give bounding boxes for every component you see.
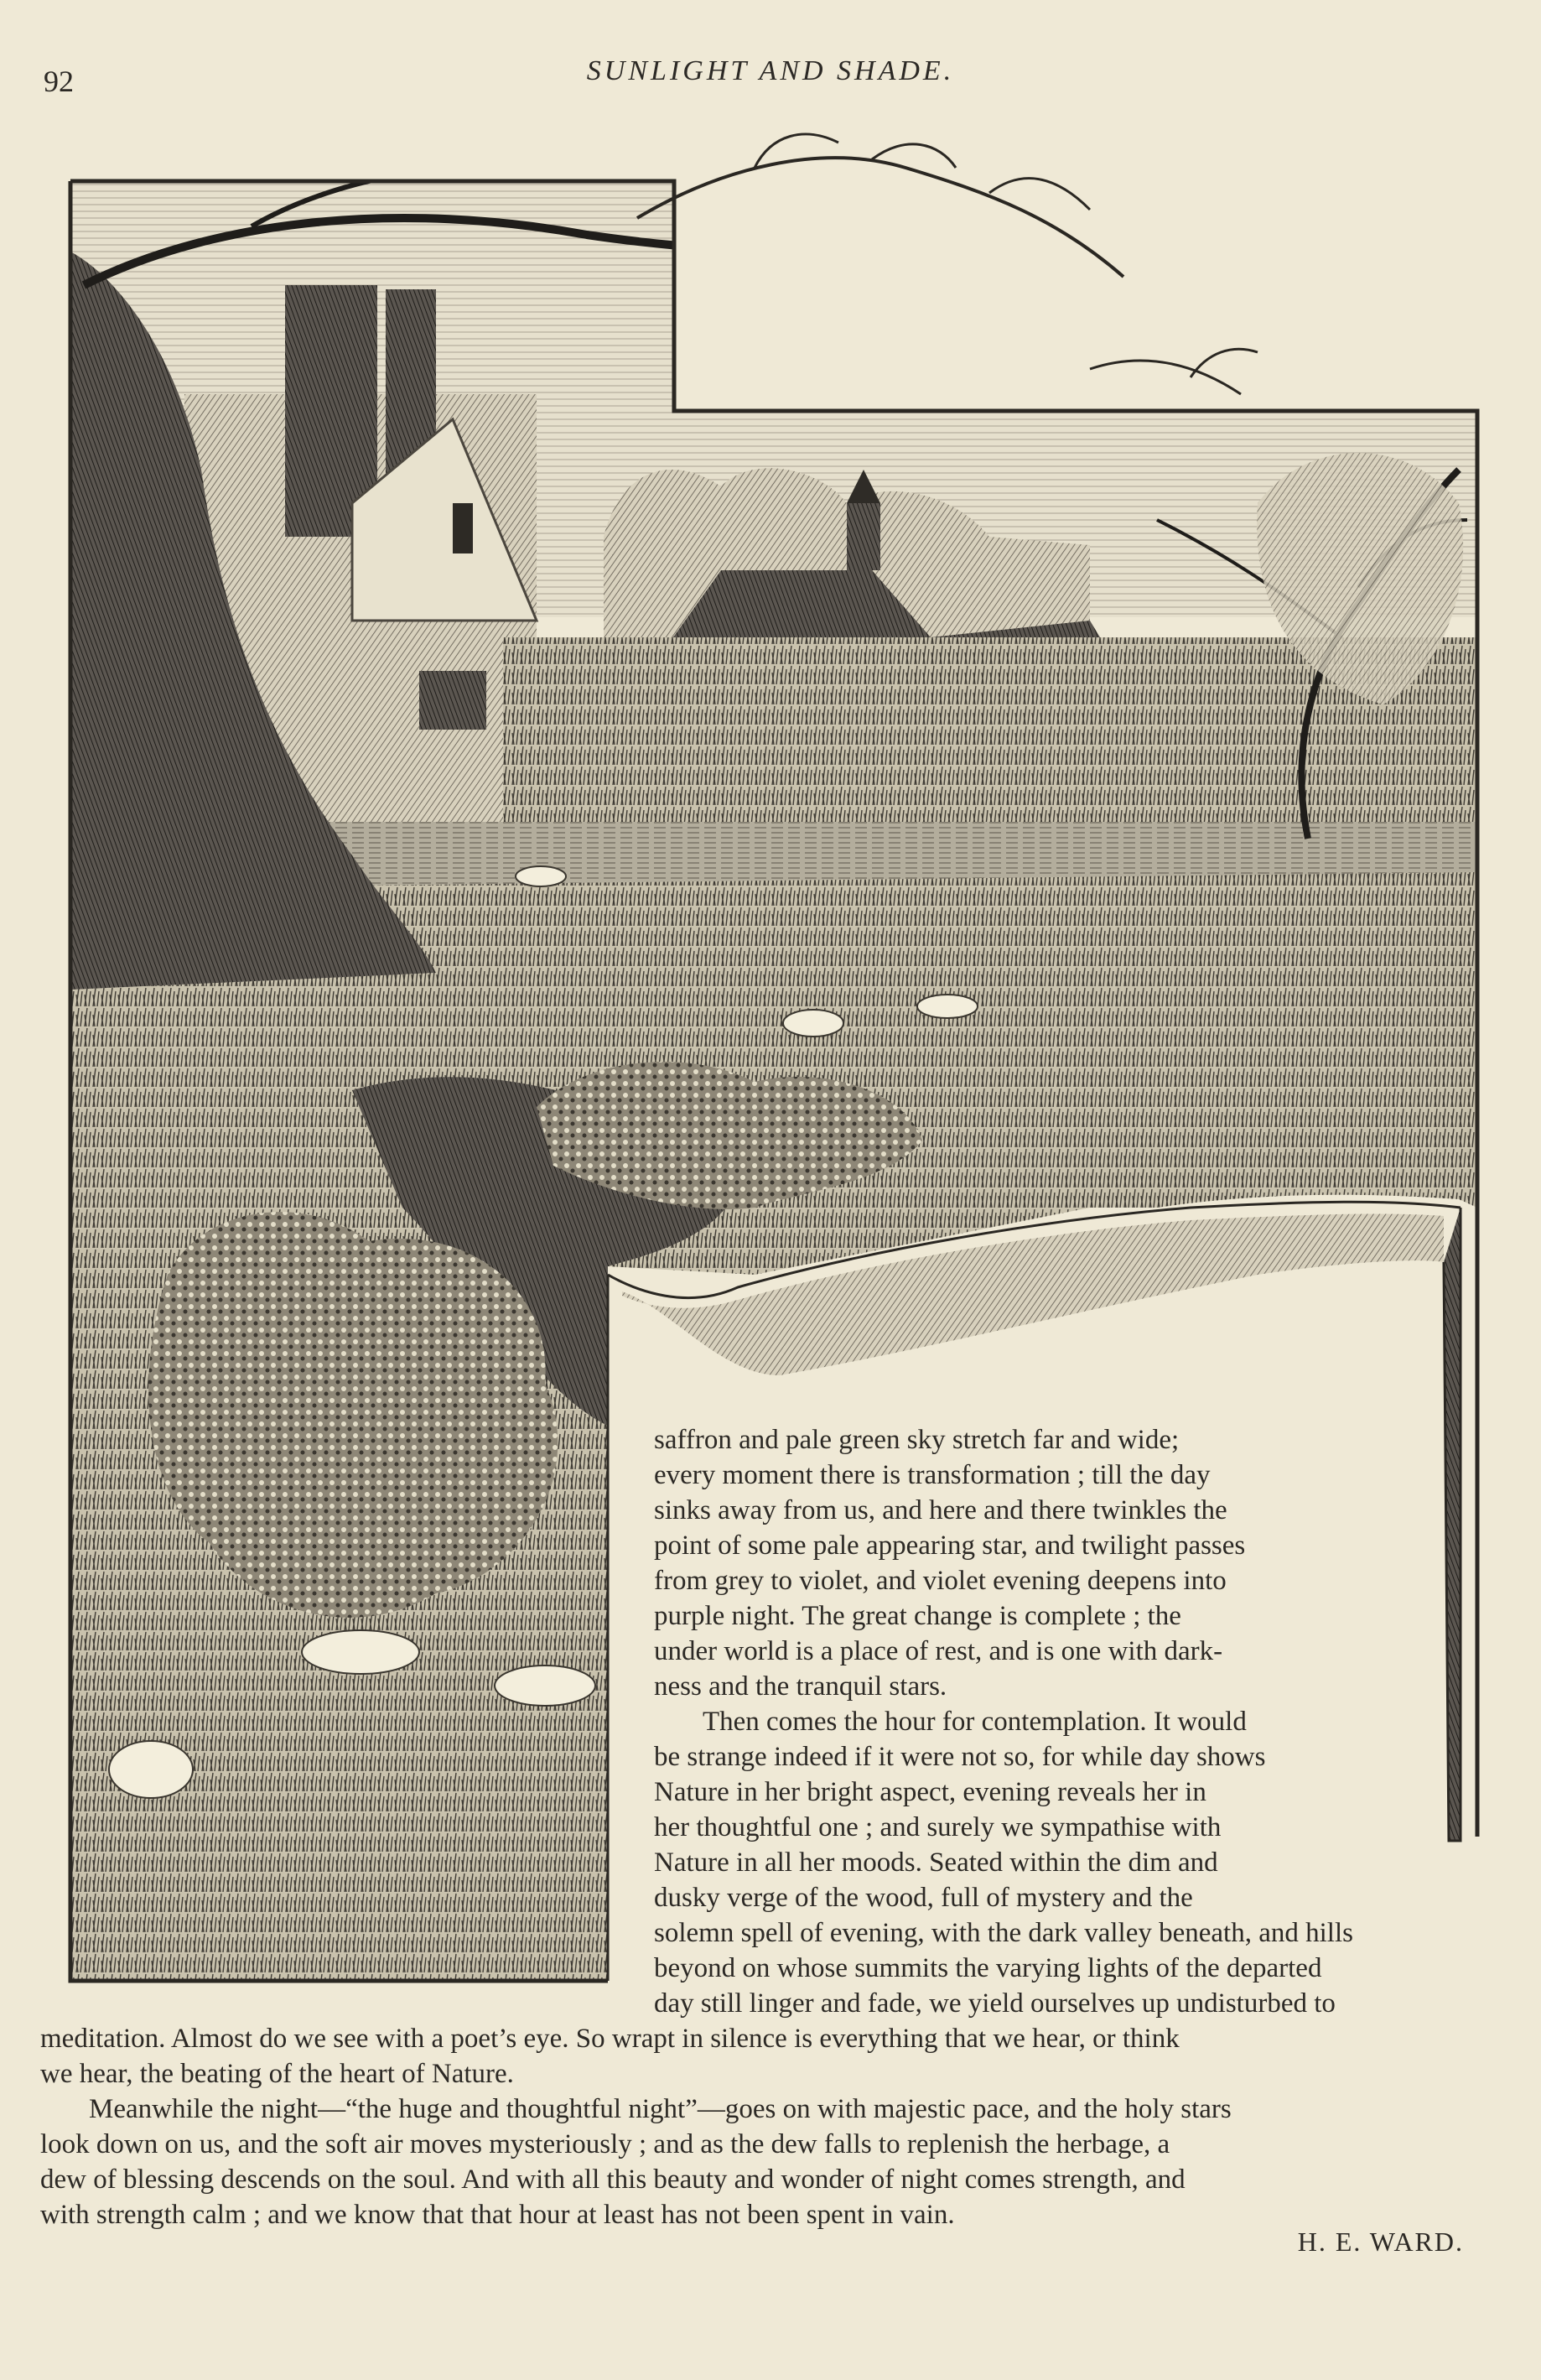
- text-line: Then comes the hour for contemplation. It would: [703, 1707, 1247, 1737]
- text-line: with strength calm ; and we know that that hour at least has not been spent in vain.: [40, 2200, 955, 2230]
- text-line: Meanwhile the night—“the huge and thoughtful night”—goes on with majestic pace, and the holy stars: [89, 2094, 1232, 2124]
- text-line: be strange indeed if it were not so, for while day shows: [654, 1742, 1266, 1772]
- text-line: Nature in all her moods. Seated within the dim and: [654, 1847, 1218, 1878]
- text-line: saffron and pale green sky stretch far and wide;: [654, 1425, 1180, 1455]
- paragraph-2-continued: [40, 2021, 1516, 2092]
- page-number: 92: [44, 65, 74, 98]
- text-line: look down on us, and the soft air moves mysteriously ; and as the dew falls to replenish the herbage, a: [40, 2129, 1170, 2159]
- text-line: from grey to violet, and violet evening deepens into: [654, 1566, 1227, 1596]
- paragraph-1: [654, 1422, 1380, 1704]
- text-line: beyond on whose summits the varying lights of the departed: [654, 1953, 1322, 1983]
- text-line: point of some pale appearing star, and twilight passes: [654, 1530, 1246, 1561]
- text-line: solemn spell of evening, with the dark valley beneath, and hills: [654, 1918, 1353, 1948]
- text-line: day still linger and fade, we yield ourselves up undisturbed to: [654, 1988, 1336, 2019]
- text-line: Nature in her bright aspect, evening reveals her in: [654, 1777, 1206, 1807]
- text-line: sinks away from us, and here and there twinkles the: [654, 1495, 1227, 1525]
- author-signature: H. E. WARD.: [1297, 2227, 1464, 2257]
- paragraph-2: [654, 1704, 1492, 2021]
- text-line: dusky verge of the wood, full of mystery and the: [654, 1883, 1193, 1913]
- running-head: SUNLIGHT AND SHADE.: [586, 55, 955, 86]
- text-line: under world is a place of rest, and is one with dark-: [654, 1636, 1223, 1666]
- text-line: every moment there is transformation ; till the day: [654, 1460, 1211, 1490]
- text-line: her thoughtful one ; and surely we sympathise with: [654, 1812, 1222, 1842]
- text-line: purple night. The great change is complete ; the: [654, 1601, 1181, 1631]
- text-line: meditation. Almost do we see with a poet’s eye. So wrapt in silence is everything that we hear, or think: [40, 2024, 1180, 2054]
- text-line: we hear, the beating of the heart of Nature.: [40, 2059, 514, 2089]
- text-line: dew of blessing descends on the soul. And with all this beauty and wonder of night comes strength, and: [40, 2164, 1186, 2195]
- paragraph-3: [40, 2092, 1516, 2232]
- text-line: ness and the tranquil stars.: [654, 1671, 947, 1702]
